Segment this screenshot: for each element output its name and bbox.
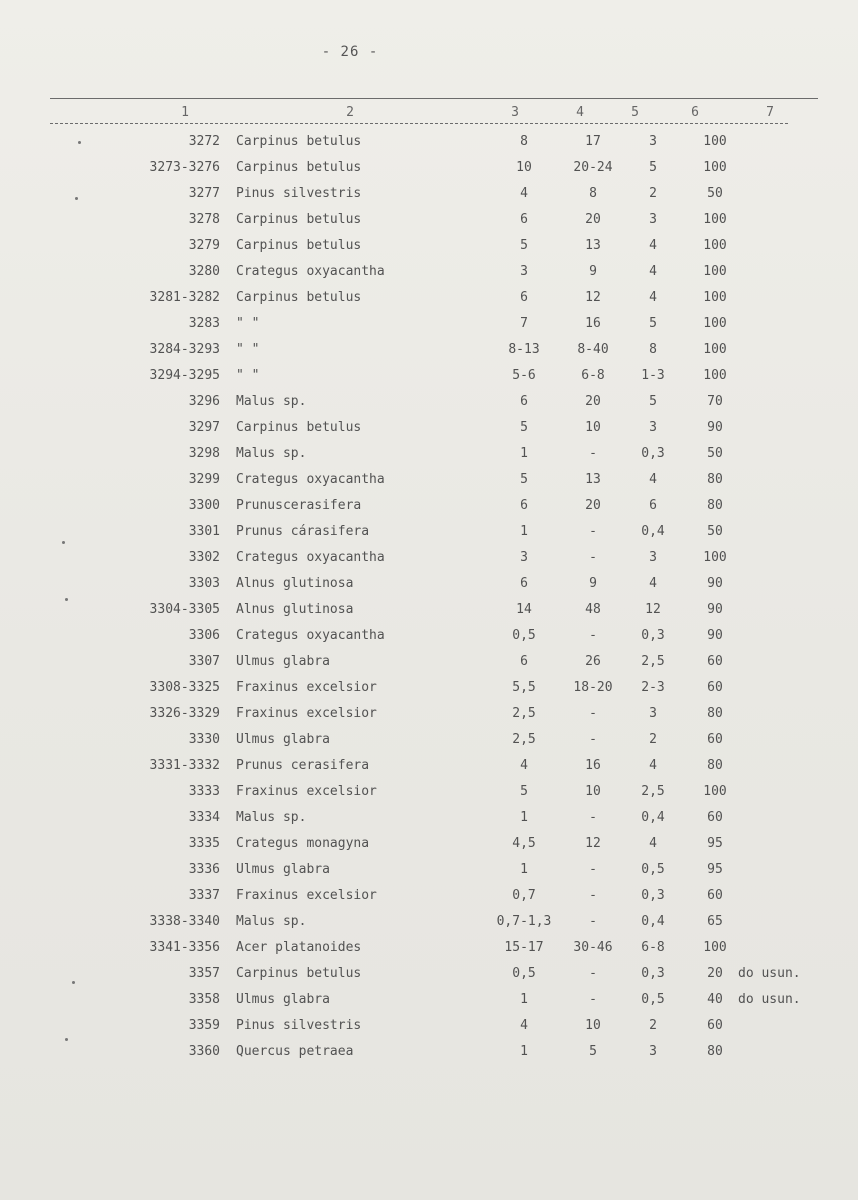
col-6-value: 95 <box>707 836 723 851</box>
col-3-value: 2,5 <box>512 732 536 747</box>
table-body <box>0 131 858 1067</box>
col-5-value: 2 <box>649 186 657 201</box>
col-6-value: 100 <box>703 316 727 331</box>
col-4-value: 30-46 <box>573 940 613 955</box>
row-number: 3272 <box>188 134 220 149</box>
column-header-6: 6 <box>691 105 699 120</box>
table-row <box>0 157 858 183</box>
table-row <box>0 209 858 235</box>
row-number: 3334 <box>188 810 220 825</box>
row-number: 3338-3340 <box>149 914 220 929</box>
col-6-value: 90 <box>707 628 723 643</box>
table-row <box>0 937 858 963</box>
col-4-value: 20 <box>585 394 601 409</box>
margin-speck <box>75 197 78 200</box>
col-6-value: 60 <box>707 732 723 747</box>
species-name: Carpinus betulus <box>236 420 362 435</box>
margin-speck <box>78 141 81 144</box>
row-number: 3278 <box>188 212 220 227</box>
col-3-value: 5,5 <box>512 680 536 695</box>
col-6-value: 60 <box>707 654 723 669</box>
species-name: Ulmus glabra <box>236 992 330 1007</box>
col-3-value: 1 <box>520 810 528 825</box>
col-5-value: 3 <box>649 1044 657 1059</box>
col-3-value: 1 <box>520 992 528 1007</box>
col-4-value: 17 <box>585 134 601 149</box>
row-number: 3335 <box>188 836 220 851</box>
col-5-value: 6 <box>649 498 657 513</box>
table-row <box>0 495 858 521</box>
col-4-value: 16 <box>585 316 601 331</box>
table-row <box>0 183 858 209</box>
row-number: 3307 <box>188 654 220 669</box>
col-4-value: 13 <box>585 472 601 487</box>
species-name: Pinus silvestris <box>236 1018 362 1033</box>
col-4-value: 26 <box>585 654 601 669</box>
row-number: 3294-3295 <box>149 368 220 383</box>
species-name: Ulmus glabra <box>236 732 330 747</box>
margin-speck <box>65 1038 68 1041</box>
col-3-value: 4 <box>520 186 528 201</box>
species-name: Fraxinus excelsior <box>236 784 377 799</box>
species-name: Prunus cárasifera <box>236 524 370 539</box>
col-3-value: 0,5 <box>512 628 536 643</box>
col-3-value: 6 <box>520 576 528 591</box>
table-row <box>0 963 858 989</box>
col-5-value: 12 <box>645 602 661 617</box>
col-6-value: 100 <box>703 940 727 955</box>
col-4-value: 20-24 <box>573 160 613 175</box>
species-name: Malus sp. <box>236 446 307 461</box>
col-4-value: - <box>589 992 597 1007</box>
row-number: 3302 <box>188 550 220 565</box>
species-name: Prunus cerasifera <box>236 758 370 773</box>
col-5-value: 0,4 <box>641 914 665 929</box>
row-number: 3360 <box>188 1044 220 1059</box>
row-number: 3279 <box>188 238 220 253</box>
row-number: 3296 <box>188 394 220 409</box>
table-row <box>0 547 858 573</box>
col-5-value: 0,5 <box>641 862 665 877</box>
col-3-value: 1 <box>520 1044 528 1059</box>
col-3-value: 4,5 <box>512 836 536 851</box>
col-6-value: 60 <box>707 810 723 825</box>
col-3-value: 6 <box>520 498 528 513</box>
col-3-value: 0,7-1,3 <box>496 914 552 929</box>
table-row <box>0 807 858 833</box>
col-5-value: 6-8 <box>641 940 665 955</box>
margin-speck <box>72 981 75 984</box>
col-3-value: 14 <box>516 602 532 617</box>
table-row <box>0 651 858 677</box>
table-row <box>0 469 858 495</box>
col-4-value: 10 <box>585 784 601 799</box>
col-5-value: 3 <box>649 134 657 149</box>
table-row <box>0 339 858 365</box>
col-6-value: 50 <box>707 446 723 461</box>
column-header-5: 5 <box>631 105 639 120</box>
species-name: Malus sp. <box>236 914 307 929</box>
row-number: 3358 <box>188 992 220 1007</box>
col-6-value: 80 <box>707 472 723 487</box>
row-number: 3341-3356 <box>149 940 220 955</box>
col-6-value: 95 <box>707 862 723 877</box>
col-6-value: 90 <box>707 602 723 617</box>
row-number: 3306 <box>188 628 220 643</box>
col-6-value: 50 <box>707 524 723 539</box>
col-6-value: 80 <box>707 758 723 773</box>
table-row <box>0 781 858 807</box>
row-number: 3308-3325 <box>149 680 220 695</box>
col-3-value: 5 <box>520 784 528 799</box>
species-name: Carpinus betulus <box>236 238 362 253</box>
row-number: 3283 <box>188 316 220 331</box>
col-5-value: 4 <box>649 836 657 851</box>
col-6-value: 100 <box>703 342 727 357</box>
species-name: Fraxinus excelsior <box>236 888 377 903</box>
col-4-value: 48 <box>585 602 601 617</box>
row-number: 3333 <box>188 784 220 799</box>
species-name: Ulmus glabra <box>236 862 330 877</box>
col-5-value: 2-3 <box>641 680 665 695</box>
margin-speck <box>62 541 65 544</box>
row-number: 3284-3293 <box>149 342 220 357</box>
row-number: 3359 <box>188 1018 220 1033</box>
row-number: 3336 <box>188 862 220 877</box>
species-name: Carpinus betulus <box>236 134 362 149</box>
col-5-value: 4 <box>649 758 657 773</box>
col-6-value: 90 <box>707 420 723 435</box>
col-6-value: 60 <box>707 680 723 695</box>
species-name: Crategus oxyacantha <box>236 628 385 643</box>
species-name: Malus sp. <box>236 394 307 409</box>
col-6-value: 60 <box>707 888 723 903</box>
col-3-value: 4 <box>520 758 528 773</box>
table-row <box>0 365 858 391</box>
col-4-value: - <box>589 810 597 825</box>
table-row <box>0 625 858 651</box>
col-5-value: 5 <box>649 316 657 331</box>
column-header-7: 7 <box>766 105 774 120</box>
col-4-value: - <box>589 966 597 981</box>
col-5-value: 5 <box>649 394 657 409</box>
col-6-value: 100 <box>703 550 727 565</box>
col-6-value: 80 <box>707 498 723 513</box>
species-name: " " <box>236 316 260 331</box>
col-4-value: - <box>589 706 597 721</box>
col-5-value: 0,3 <box>641 888 665 903</box>
col-6-value: 100 <box>703 290 727 305</box>
col-5-value: 4 <box>649 576 657 591</box>
col-3-value: 5 <box>520 420 528 435</box>
col-4-value: 20 <box>585 212 601 227</box>
col-5-value: 1-3 <box>641 368 665 383</box>
col-5-value: 2 <box>649 1018 657 1033</box>
species-name: Crategus oxyacantha <box>236 472 385 487</box>
row-number: 3357 <box>188 966 220 981</box>
col-3-value: 6 <box>520 654 528 669</box>
species-name: Malus sp. <box>236 810 307 825</box>
col-4-value: 18-20 <box>573 680 613 695</box>
species-name: " " <box>236 368 260 383</box>
col-4-value: - <box>589 446 597 461</box>
species-name: Pinus silvestris <box>236 186 362 201</box>
table-row <box>0 677 858 703</box>
column-header-4: 4 <box>576 105 584 120</box>
col-5-value: 4 <box>649 264 657 279</box>
table-row <box>0 391 858 417</box>
table-row <box>0 729 858 755</box>
table-row <box>0 443 858 469</box>
row-number: 3337 <box>188 888 220 903</box>
row-number: 3299 <box>188 472 220 487</box>
table-row <box>0 417 858 443</box>
col-4-value: - <box>589 524 597 539</box>
col-5-value: 0,3 <box>641 446 665 461</box>
species-name: Acer platanoides <box>236 940 362 955</box>
col-3-value: 7 <box>520 316 528 331</box>
col-4-value: - <box>589 888 597 903</box>
table-row <box>0 911 858 937</box>
table-row <box>0 1041 858 1067</box>
col-3-value: 8 <box>520 134 528 149</box>
col-4-value: - <box>589 732 597 747</box>
col-6-value: 80 <box>707 706 723 721</box>
col-3-value: 2,5 <box>512 706 536 721</box>
col-3-value: 6 <box>520 290 528 305</box>
col-3-value: 3 <box>520 550 528 565</box>
col-5-value: 0,3 <box>641 628 665 643</box>
col-5-value: 3 <box>649 706 657 721</box>
col-5-value: 0,4 <box>641 810 665 825</box>
row-number: 3280 <box>188 264 220 279</box>
col-5-value: 4 <box>649 238 657 253</box>
table-row <box>0 703 858 729</box>
species-name: Ulmus glabra <box>236 654 330 669</box>
col-5-value: 8 <box>649 342 657 357</box>
table-top-rule <box>50 98 818 99</box>
col-5-value: 0,4 <box>641 524 665 539</box>
col-6-value: 50 <box>707 186 723 201</box>
species-name: Crategus monagyna <box>236 836 370 851</box>
col-4-value: 13 <box>585 238 601 253</box>
col-3-value: 0,5 <box>512 966 536 981</box>
col-7-note: do usun. <box>738 966 801 981</box>
col-4-value: 9 <box>589 264 597 279</box>
col-3-value: 4 <box>520 1018 528 1033</box>
col-3-value: 15-17 <box>504 940 544 955</box>
col-4-value: 12 <box>585 290 601 305</box>
table-row <box>0 599 858 625</box>
page-number: - 26 - <box>321 44 379 60</box>
col-3-value: 10 <box>516 160 532 175</box>
column-header-2: 2 <box>346 105 354 120</box>
col-5-value: 4 <box>649 472 657 487</box>
col-3-value: 1 <box>520 862 528 877</box>
table-row <box>0 859 858 885</box>
row-number: 3300 <box>188 498 220 513</box>
table-row <box>0 261 858 287</box>
species-name: Carpinus betulus <box>236 966 362 981</box>
col-4-value: 16 <box>585 758 601 773</box>
species-name: " " <box>236 342 260 357</box>
col-4-value: 5 <box>589 1044 597 1059</box>
species-name: Carpinus betulus <box>236 212 362 227</box>
table-row <box>0 989 858 1015</box>
col-4-value: - <box>589 862 597 877</box>
species-name: Prunuscerasifera <box>236 498 362 513</box>
col-5-value: 3 <box>649 550 657 565</box>
col-4-value: - <box>589 628 597 643</box>
col-7-note: do usun. <box>738 992 801 1007</box>
col-5-value: 2,5 <box>641 784 665 799</box>
table-row <box>0 833 858 859</box>
col-3-value: 1 <box>520 524 528 539</box>
col-4-value: 8 <box>589 186 597 201</box>
col-5-value: 4 <box>649 290 657 305</box>
table-row <box>0 573 858 599</box>
col-5-value: 0,3 <box>641 966 665 981</box>
col-6-value: 80 <box>707 1044 723 1059</box>
col-4-value: 6-8 <box>581 368 605 383</box>
col-3-value: 6 <box>520 212 528 227</box>
col-6-value: 70 <box>707 394 723 409</box>
header-underline-rule <box>50 123 788 124</box>
row-number: 3297 <box>188 420 220 435</box>
col-4-value: 12 <box>585 836 601 851</box>
col-6-value: 100 <box>703 368 727 383</box>
species-name: Alnus glutinosa <box>236 576 354 591</box>
table-row <box>0 313 858 339</box>
species-name: Quercus petraea <box>236 1044 354 1059</box>
col-6-value: 100 <box>703 784 727 799</box>
row-number: 3281-3282 <box>149 290 220 305</box>
species-name: Crategus oxyacantha <box>236 550 385 565</box>
row-number: 3298 <box>188 446 220 461</box>
col-5-value: 2 <box>649 732 657 747</box>
col-3-value: 0,7 <box>512 888 536 903</box>
col-3-value: 3 <box>520 264 528 279</box>
col-6-value: 20 <box>707 966 723 981</box>
species-name: Carpinus betulus <box>236 290 362 305</box>
col-3-value: 5 <box>520 238 528 253</box>
species-name: Crategus oxyacantha <box>236 264 385 279</box>
col-6-value: 100 <box>703 238 727 253</box>
table-row <box>0 521 858 547</box>
column-header-1: 1 <box>181 105 189 120</box>
col-6-value: 40 <box>707 992 723 1007</box>
row-number: 3303 <box>188 576 220 591</box>
col-4-value: 8-40 <box>577 342 609 357</box>
species-name: Fraxinus excelsior <box>236 680 377 695</box>
col-6-value: 100 <box>703 264 727 279</box>
col-4-value: 20 <box>585 498 601 513</box>
col-4-value: - <box>589 914 597 929</box>
margin-speck <box>65 598 68 601</box>
row-number: 3326-3329 <box>149 706 220 721</box>
col-3-value: 8-13 <box>508 342 540 357</box>
table-row <box>0 755 858 781</box>
col-6-value: 100 <box>703 160 727 175</box>
row-number: 3277 <box>188 186 220 201</box>
col-4-value: 10 <box>585 1018 601 1033</box>
col-3-value: 5-6 <box>512 368 536 383</box>
col-3-value: 5 <box>520 472 528 487</box>
row-number: 3301 <box>188 524 220 539</box>
col-6-value: 60 <box>707 1018 723 1033</box>
col-4-value: - <box>589 550 597 565</box>
table-row <box>0 885 858 911</box>
col-6-value: 100 <box>703 212 727 227</box>
column-header-3: 3 <box>511 105 519 120</box>
row-number: 3273-3276 <box>149 160 220 175</box>
col-5-value: 2,5 <box>641 654 665 669</box>
table-row <box>0 1015 858 1041</box>
row-number: 3304-3305 <box>149 602 220 617</box>
row-number: 3330 <box>188 732 220 747</box>
table-row <box>0 131 858 157</box>
col-6-value: 90 <box>707 576 723 591</box>
col-5-value: 5 <box>649 160 657 175</box>
table-row <box>0 235 858 261</box>
col-6-value: 100 <box>703 134 727 149</box>
col-5-value: 0,5 <box>641 992 665 1007</box>
row-number: 3331-3332 <box>149 758 220 773</box>
col-5-value: 3 <box>649 212 657 227</box>
species-name: Fraxinus excelsior <box>236 706 377 721</box>
col-5-value: 3 <box>649 420 657 435</box>
col-6-value: 65 <box>707 914 723 929</box>
table-header <box>0 105 858 123</box>
col-4-value: 10 <box>585 420 601 435</box>
col-3-value: 1 <box>520 446 528 461</box>
col-3-value: 6 <box>520 394 528 409</box>
col-4-value: 9 <box>589 576 597 591</box>
table-row <box>0 287 858 313</box>
species-name: Alnus glutinosa <box>236 602 354 617</box>
species-name: Carpinus betulus <box>236 160 362 175</box>
